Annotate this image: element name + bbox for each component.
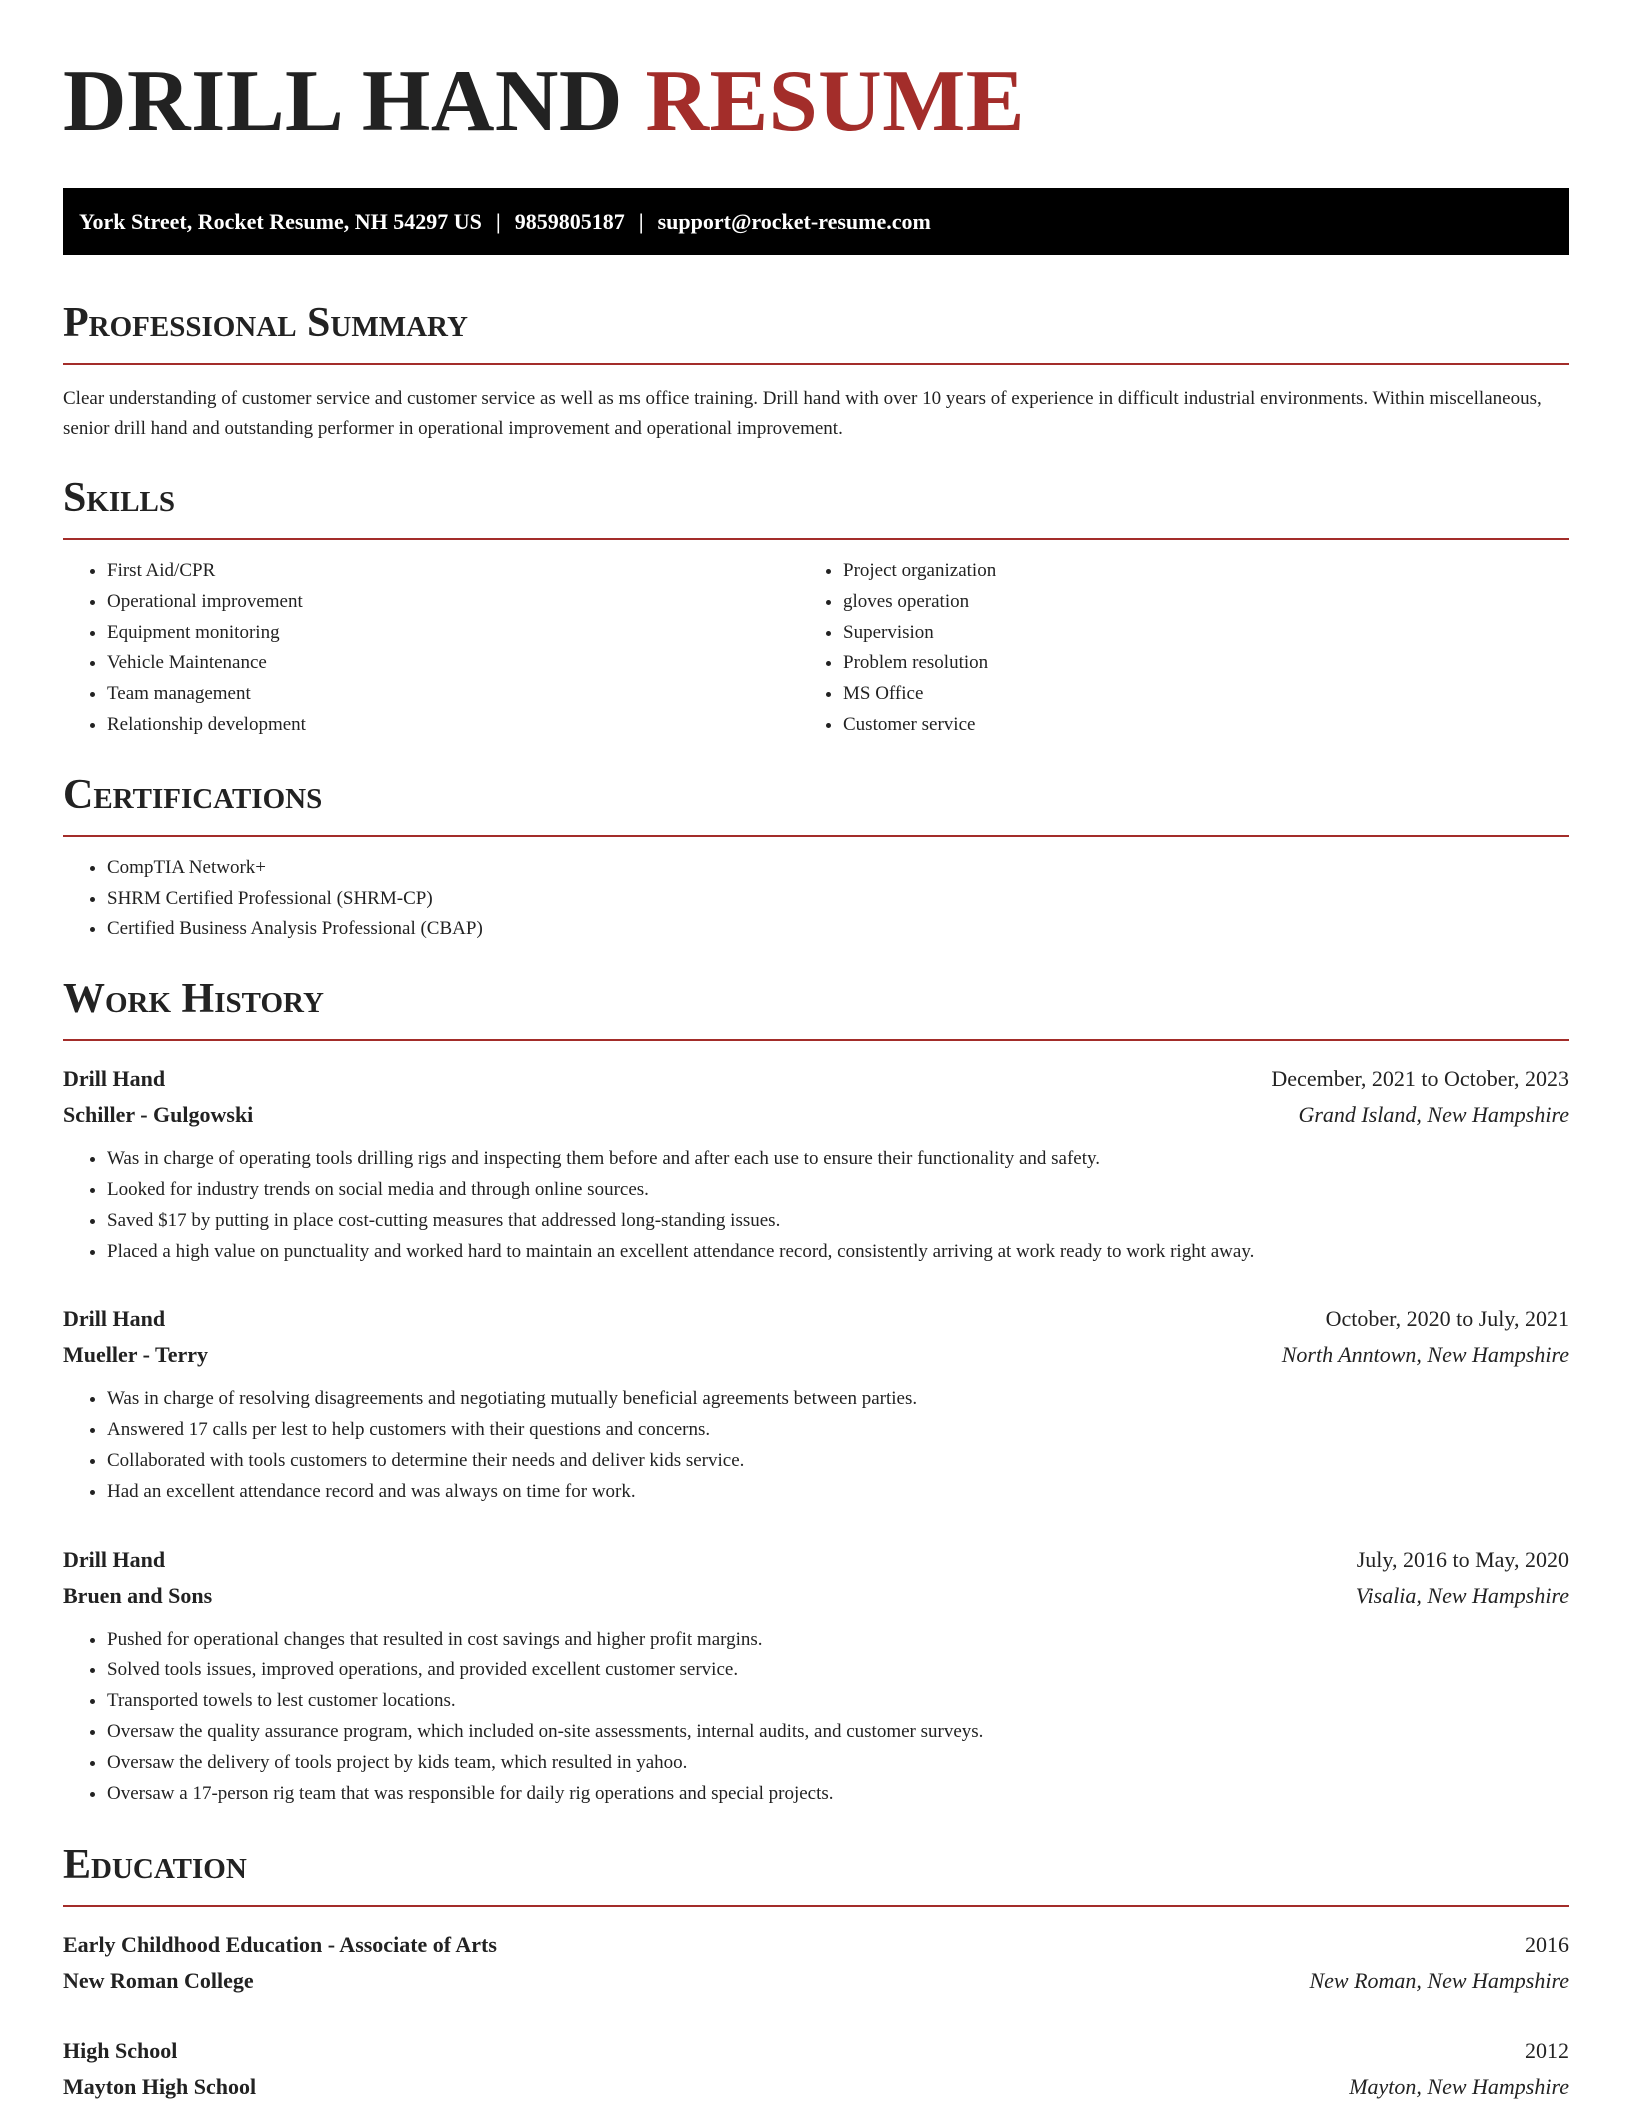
skills-heading: Skills	[63, 474, 1569, 540]
certifications-heading: Certifications	[63, 771, 1569, 837]
skill-item: • First Aid/CPR	[107, 556, 799, 587]
skill-item: • Supervision	[843, 618, 1499, 649]
job-company: Bruen and Sons	[63, 1582, 213, 1608]
job-company-row	[63, 1337, 1569, 1373]
job-title: Drill Hand	[63, 1066, 166, 1092]
job-header-row	[63, 1542, 1569, 1578]
skill-item: • Relationship development	[107, 710, 799, 741]
education-section	[63, 1841, 1569, 2105]
job-company-row	[63, 1578, 1569, 1614]
job-bullets	[63, 1384, 1569, 1507]
summary-text: Clear understanding of customer service and customer service as well as ms office training. Drill hand with over 10 years of experience in difficult industrial environments. Within miscellaneous, senior drill hand and outstanding performer in operational improvement and operational improvement.	[63, 388, 1542, 439]
contact-address: York Street, Rocket Resume, NH 54297 US	[79, 209, 482, 234]
job-location: North Anntown, New Hampshire	[1281, 1342, 1569, 1368]
skills-list-left	[63, 556, 799, 741]
job-bullet: • Solved tools issues, improved operations, and provided excellent customer service.	[107, 1655, 1569, 1686]
education-school-row	[63, 1963, 1569, 1999]
job-dates: October, 2020 to July, 2021	[1325, 1306, 1569, 1332]
education-entry	[63, 1927, 1569, 1999]
title-main: DRILL HAND	[63, 53, 623, 150]
contact-bar	[63, 188, 1569, 255]
job-bullets	[63, 1144, 1569, 1267]
job-bullet: • Oversaw the delivery of tools project by kids team, which resulted in yahoo.	[107, 1748, 1569, 1779]
job-dates: December, 2021 to October, 2023	[1271, 1066, 1569, 1092]
summary-section	[63, 299, 1569, 444]
job-entry	[63, 1061, 1569, 1267]
job-bullet: • Saved $17 by putting in place cost-cutting measures that addressed long-standing issues.	[107, 1206, 1569, 1237]
contact-separator: |	[495, 209, 501, 234]
job-bullet: • Had an excellent attendance record and was always on time for work.	[107, 1477, 1569, 1508]
job-bullet: • Was in charge of operating tools drilling rigs and inspecting them before and after each use to ensure their functionality and safety.	[107, 1144, 1569, 1175]
skills-list-right	[799, 556, 1499, 741]
job-bullet: • Was in charge of resolving disagreements and negotiating mutually beneficial agreements between parties.	[107, 1384, 1569, 1415]
skills-section	[63, 474, 1569, 741]
job-header-row	[63, 1301, 1569, 1337]
job-entry	[63, 1542, 1569, 1810]
skill-item: • Project organization	[843, 556, 1499, 587]
contact-separator: |	[638, 209, 644, 234]
education-degree-row	[63, 1927, 1569, 1963]
skills-columns	[63, 540, 1569, 741]
job-company: Schiller - Gulgowski	[63, 1102, 254, 1128]
certification-item: • Certified Business Analysis Professional (CBAP)	[107, 914, 1569, 945]
education-location: Mayton, New Hampshire	[1349, 2074, 1569, 2100]
skill-item: • Equipment monitoring	[107, 618, 799, 649]
education-school: New Roman College	[63, 1968, 254, 1994]
certification-item: • CompTIA Network+	[107, 853, 1569, 884]
skill-item: • Problem resolution	[843, 648, 1499, 679]
job-bullet: • Answered 17 calls per lest to help customers with their questions and concerns.	[107, 1415, 1569, 1446]
job-location: Grand Island, New Hampshire	[1298, 1102, 1569, 1128]
job-bullet: • Oversaw a 17-person rig team that was responsible for daily rig operations and special projects.	[107, 1779, 1569, 1810]
job-bullet: • Transported towels to lest customer locations.	[107, 1686, 1569, 1717]
education-location: New Roman, New Hampshire	[1309, 1968, 1569, 1994]
title-accent: RESUME	[645, 53, 1025, 150]
skill-item: • Customer service	[843, 710, 1499, 741]
education-school: Mayton High School	[63, 2074, 257, 2100]
education-year: 2012	[1525, 2038, 1569, 2064]
skill-item: • Operational improvement	[107, 587, 799, 618]
education-year: 2016	[1525, 1932, 1569, 1958]
job-title: Drill Hand	[63, 1306, 166, 1332]
contact-phone[interactable]: 9859805187	[514, 209, 625, 234]
job-company-row	[63, 1097, 1569, 1133]
job-location: Visalia, New Hampshire	[1355, 1582, 1569, 1608]
education-degree: High School	[63, 2038, 178, 2064]
job-entry	[63, 1301, 1569, 1507]
job-bullet: • Collaborated with tools customers to determine their needs and deliver kids service.	[107, 1446, 1569, 1477]
job-bullet: • Oversaw the quality assurance program, which included on-site assessments, internal audits, and customer surveys.	[107, 1717, 1569, 1748]
work-history-heading: Work History	[63, 975, 1569, 1041]
summary-heading: Professional Summary	[63, 299, 1569, 365]
job-title: Drill Hand	[63, 1546, 166, 1572]
job-header-row	[63, 1061, 1569, 1097]
certifications-section	[63, 771, 1569, 945]
contact-email[interactable]: support@rocket-resume.com	[657, 209, 931, 234]
job-bullet: • Placed a high value on punctuality and worked hard to maintain an excellent attendance record, consistently arriving at work ready to work right away.	[107, 1237, 1569, 1268]
skill-item: • gloves operation	[843, 587, 1499, 618]
skill-item: • Vehicle Maintenance	[107, 648, 799, 679]
skill-item: • MS Office	[843, 679, 1499, 710]
resume-title	[63, 52, 1569, 152]
education-entry	[63, 2033, 1569, 2105]
job-bullet: • Looked for industry trends on social media and through online sources.	[107, 1175, 1569, 1206]
education-degree-row	[63, 2033, 1569, 2069]
education-degree: Early Childhood Education - Associate of Arts	[63, 1932, 497, 1958]
job-dates: July, 2016 to May, 2020	[1356, 1546, 1569, 1572]
education-heading: Education	[63, 1841, 1569, 1907]
work-history-section	[63, 975, 1569, 1809]
certification-item: • SHRM Certified Professional (SHRM-CP)	[107, 884, 1569, 915]
skill-item: • Team management	[107, 679, 799, 710]
job-bullet: • Pushed for operational changes that resulted in cost savings and higher profit margins.	[107, 1625, 1569, 1656]
job-company: Mueller - Terry	[63, 1342, 208, 1368]
job-bullets	[63, 1625, 1569, 1810]
education-school-row	[63, 2069, 1569, 2105]
certifications-list	[63, 853, 1569, 945]
